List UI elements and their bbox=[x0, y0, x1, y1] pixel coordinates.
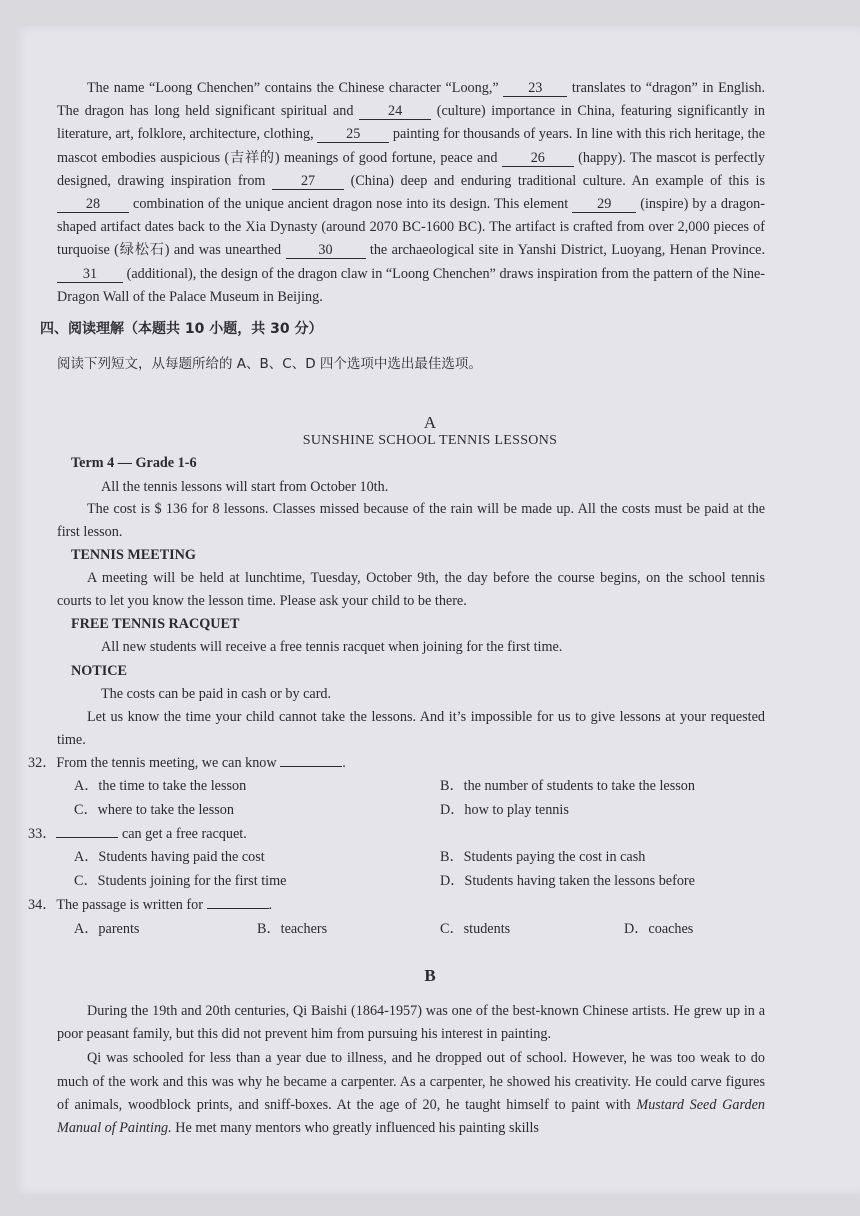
cloze-passage bbox=[57, 77, 765, 309]
blank-24: 24 bbox=[359, 103, 431, 120]
question-33: 33． can get a free racquet. bbox=[28, 823, 247, 846]
book-title: Mustard Seed Garden Manual of Painting. bbox=[57, 1096, 765, 1137]
passage-b-letter: B bbox=[424, 966, 436, 985]
passage-a-notice-1: The costs can be paid in cash or by card. bbox=[101, 686, 332, 702]
passage-a-letter: A bbox=[423, 413, 437, 432]
section-title: 四、阅读理解（本题共 10 小题，共 30 分） bbox=[40, 321, 323, 337]
answer-blank bbox=[280, 752, 342, 767]
q33-option-d: D．Students having taken the lessons before bbox=[440, 873, 695, 889]
q32-option-b: B．the number of students to take the lesson bbox=[440, 778, 695, 794]
question-32: 32．From the tennis meeting, we can know . bbox=[28, 752, 346, 775]
passage-a-start: All the tennis lessons will start from October 10th. bbox=[101, 479, 389, 495]
passage-a-notice-2: Let us know the time your child cannot take the lessons. And it’s impossible for us to give lessons at your requested time. bbox=[57, 709, 765, 749]
blank-31: 31 bbox=[57, 266, 123, 283]
q33-option-a: A．Students having paid the cost bbox=[74, 849, 265, 865]
blank-28: 28 bbox=[57, 196, 129, 213]
blank-29: 29 bbox=[572, 196, 636, 213]
heading-free-racquet: FREE TENNIS RACQUET bbox=[71, 616, 240, 632]
q33-option-b: B．Students paying the cost in cash bbox=[440, 849, 646, 865]
passage-a-cost: The cost is $ 136 for 8 lessons. Classes missed because of the rain will be made up. All the costs must be paid at the first lesson. bbox=[57, 501, 765, 541]
answer-blank bbox=[207, 894, 269, 909]
passage-a-racquet: All new students will receive a free tennis racquet when joining for the first time. bbox=[101, 639, 563, 655]
passage-b-paragraph-2: Qi was schooled for less than a year due to illness, and he dropped out of school. However, he was too weak to do much of the work and this was why he became a carpenter. As a carpenter, he showed his creativity. He could carve figures of animals, woodblock prints, and sniff-boxes. At the age of 20, he taught himself to paint with Mustard Seed Garden Manual of Painting. He met many mentors who greatly influenced his painting skills bbox=[57, 1050, 765, 1137]
passage-b bbox=[57, 1000, 765, 1140]
heading-tennis-meeting: TENNIS MEETING bbox=[71, 547, 196, 563]
blank-26: 26 bbox=[502, 150, 574, 167]
q32-option-a: A．the time to take the lesson bbox=[74, 778, 247, 794]
blank-25: 25 bbox=[317, 126, 389, 143]
q32-option-c: C．where to take the lesson bbox=[74, 802, 234, 818]
section-instruction: 阅读下列短文，从每题所给的 A、B、C、D 四个选项中选出最佳选项。 bbox=[57, 356, 482, 372]
passage-a-term: Term 4 — Grade 1-6 bbox=[71, 455, 197, 471]
blank-23: 23 bbox=[503, 80, 567, 97]
q34-option-b: B．teachers bbox=[257, 921, 328, 937]
answer-blank bbox=[56, 823, 118, 838]
q33-option-c: C．Students joining for the first time bbox=[74, 873, 287, 889]
passage-b-paragraph-1: During the 19th and 20th centuries, Qi Baishi (1864-1957) was one of the best-known Chinese artists. He grew up in a poor peasant family, but this did not prevent him from pursuing his interest in painting. bbox=[57, 1003, 765, 1043]
q34-option-a: A．parents bbox=[74, 921, 140, 937]
q34-option-c: C．students bbox=[440, 921, 511, 937]
passage-a-meeting: A meeting will be held at lunchtime, Tuesday, October 9th, the day before the course begins, on the school tennis courts to let you know the lesson time. Please ask your child to be there. bbox=[57, 570, 765, 610]
blank-30: 30 bbox=[286, 242, 366, 259]
blank-27: 27 bbox=[272, 173, 344, 190]
passage-a-title: SUNSHINE SCHOOL TENNIS LESSONS bbox=[302, 433, 558, 448]
cloze-paragraph: The name “Loong Chenchen” contains the Chinese character “Loong,” 23 translates to “dragon” in English. The dragon has long held significant spiritual and 24 (culture) importance in China, featuring significantly in literature, art, folklore, architecture, clothing, 25 painting for thousands of years. In line with this rich heritage, the mascot embodies auspicious (吉祥的) meanings of good fortune, peace and 26 (happy). The mascot is perfectly designed, drawing inspiration from 27 (China) deep and enduring traditional culture. An example of this is 28 combination of the unique ancient dragon nose into its design. This element 29 (inspire) by a dragon-shaped artifact dates back to the Xia Dynasty (around 2070 BC-1600 BC). The artifact is crafted from over 2,000 pieces of turquoise (绿松石) and was unearthed 30 the archaeological site in Yanshi District, Luoyang, Henan Province. 31 (additional), the design of the dragon claw in “Loong Chenchen” draws inspiration from the pattern of the Nine-Dragon Wall of the Palace Museum in Beijing. bbox=[57, 80, 765, 305]
q32-option-d: D．how to play tennis bbox=[440, 802, 569, 818]
question-34: 34．The passage is written for . bbox=[28, 894, 272, 917]
heading-notice: NOTICE bbox=[71, 663, 127, 679]
q34-option-d: D．coaches bbox=[624, 921, 694, 937]
